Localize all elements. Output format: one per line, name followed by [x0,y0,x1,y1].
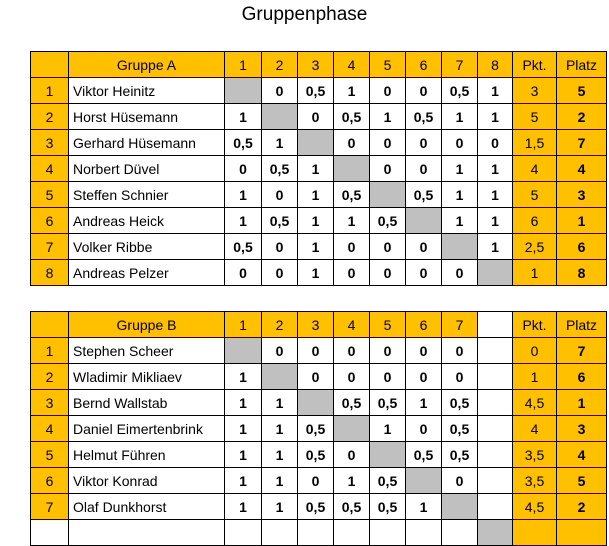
score-cell: 0,5 [298,442,334,468]
score-cell: 0 [370,156,406,182]
row-number: 5 [31,442,69,468]
table-row [31,364,607,390]
column-header: 3 [298,312,334,338]
score-cell: 1 [298,182,334,208]
points-header: Pkt. [513,52,557,78]
table-row [31,104,607,130]
rank-cell: 5 [557,468,607,494]
score-cell: 0 [298,338,334,364]
column-header: 2 [262,52,298,78]
diagonal-cell [225,338,262,364]
player-name: Stephen Scheer [69,338,225,364]
empty-cell [262,520,298,546]
score-cell: 1 [478,78,513,104]
table-row [31,208,607,234]
score-cell: 0 [262,182,298,208]
column-header: 2 [262,312,298,338]
score-cell: 0 [370,260,406,286]
score-cell: 0 [334,130,370,156]
score-cell: 1 [225,390,262,416]
diagonal-cell [298,130,334,156]
points-header: Pkt. [513,312,557,338]
player-name: Andreas Pelzer [69,260,225,286]
row-number: 6 [31,468,69,494]
score-cell: 1 [262,468,298,494]
score-cell: 1 [225,416,262,442]
rank-cell: 4 [557,442,607,468]
column-header: 7 [442,52,478,78]
diagonal-cell [442,494,478,520]
rank-cell [557,520,607,546]
player-name: Andreas Heick [69,208,225,234]
score-cell: 0 [406,260,442,286]
points-cell: 4 [513,156,557,182]
points-cell: 4,5 [513,390,557,416]
player-name: Olaf Dunkhorst [69,494,225,520]
score-cell: 1 [334,208,370,234]
empty-cell [298,520,334,546]
score-cell: 0 [370,78,406,104]
points-cell [513,520,557,546]
score-cell: 1 [478,156,513,182]
rank-cell: 7 [557,338,607,364]
score-cell: 0 [334,338,370,364]
empty-cell [406,520,442,546]
table-row [31,390,607,416]
score-cell: 1 [334,468,370,494]
score-cell: 0,5 [334,390,370,416]
player-name: Norbert Düvel [69,156,225,182]
score-cell: 0 [334,260,370,286]
diagonal-cell [298,390,334,416]
score-cell: 0,5 [334,494,370,520]
score-cell: 1 [478,182,513,208]
score-cell: 1 [370,416,406,442]
row-number: 2 [31,364,69,390]
points-cell: 5 [513,104,557,130]
empty-cell [478,468,513,494]
score-cell: 0 [370,234,406,260]
points-cell: 3,5 [513,442,557,468]
points-cell: 1 [513,260,557,286]
group-b-table [30,311,607,546]
rank-cell: 7 [557,130,607,156]
diagonal-cell [478,260,513,286]
empty-cell [442,520,478,546]
score-cell: 0 [442,130,478,156]
score-cell: 1 [406,390,442,416]
empty-cell [478,338,513,364]
diagonal-cell [370,182,406,208]
points-cell: 1 [513,364,557,390]
score-cell: 0,5 [370,208,406,234]
diagonal-cell [334,156,370,182]
empty-header-cell [478,312,513,338]
player-name: Steffen Schnier [69,182,225,208]
score-cell: 0,5 [334,104,370,130]
table-row [31,78,607,104]
score-cell: 0,5 [370,494,406,520]
row-number: 1 [31,78,69,104]
diagonal-cell [406,208,442,234]
score-cell: 0 [225,260,262,286]
score-cell: 1 [262,130,298,156]
page-title: Gruppenphase [241,4,368,25]
rank-cell: 4 [557,156,607,182]
player-name: Daniel Eimertenbrink [69,416,225,442]
score-cell: 0,5 [406,182,442,208]
score-cell: 0 [262,78,298,104]
diagonal-cell [478,520,513,546]
rank-cell: 6 [557,364,607,390]
rank-cell: 5 [557,78,607,104]
score-cell: 0 [442,468,478,494]
score-cell: 1 [298,234,334,260]
row-number: 7 [31,234,69,260]
score-cell: 1 [225,182,262,208]
column-header: 8 [478,52,513,78]
empty-cell [478,390,513,416]
empty-cell [31,520,69,546]
score-cell: 0 [370,130,406,156]
empty-cell [370,520,406,546]
points-cell: 0 [513,338,557,364]
player-name: Volker Ribbe [69,234,225,260]
score-cell: 0 [262,260,298,286]
points-cell: 3 [513,78,557,104]
points-cell: 3,5 [513,468,557,494]
diagonal-cell [442,234,478,260]
score-cell: 1 [478,208,513,234]
diagonal-cell [262,364,298,390]
score-cell: 1 [442,104,478,130]
score-cell: 0,5 [370,468,406,494]
row-number: 3 [31,130,69,156]
score-cell: 1 [298,208,334,234]
table-row [31,234,607,260]
empty-cell [334,520,370,546]
player-name: Helmut Führen [69,442,225,468]
score-cell: 0 [406,78,442,104]
rank-cell: 3 [557,182,607,208]
table-row [31,338,607,364]
empty-cell [478,494,513,520]
score-cell: 1 [298,260,334,286]
empty-cell [478,364,513,390]
score-cell: 0 [406,364,442,390]
table-row [31,520,607,546]
score-cell: 1 [442,156,478,182]
column-header: 3 [298,52,334,78]
empty-cell [478,442,513,468]
score-cell: 0 [334,234,370,260]
points-cell: 2,5 [513,234,557,260]
diagonal-cell [370,442,406,468]
score-cell: 1 [406,494,442,520]
points-cell: 1,5 [513,130,557,156]
score-cell: 1 [225,468,262,494]
row-number: 3 [31,390,69,416]
empty-cell [225,520,262,546]
row-number: 2 [31,104,69,130]
player-name: Bernd Wallstab [69,390,225,416]
row-number: 4 [31,416,69,442]
score-cell: 0,5 [406,442,442,468]
player-name: Wladimir Mikliaev [69,364,225,390]
score-cell: 1 [225,442,262,468]
column-header: 1 [225,52,262,78]
group-a-table [30,51,607,286]
player-name: Gerhard Hüsemann [69,130,225,156]
rank-cell: 1 [557,208,607,234]
score-cell: 0 [298,468,334,494]
score-cell: 0 [298,104,334,130]
score-cell: 0 [334,442,370,468]
points-cell: 4 [513,416,557,442]
score-cell: 1 [370,104,406,130]
column-header: 6 [406,52,442,78]
header-row [31,52,607,78]
score-cell: 0 [406,156,442,182]
column-header: 1 [225,312,262,338]
score-cell: 0,5 [298,416,334,442]
score-cell: 1 [478,104,513,130]
empty-cell [69,520,225,546]
score-cell: 0 [442,338,478,364]
score-cell: 0 [406,416,442,442]
table-row [31,416,607,442]
score-cell: 0 [370,364,406,390]
score-cell: 0,5 [442,390,478,416]
score-cell: 1 [225,208,262,234]
rank-cell: 2 [557,104,607,130]
corner-cell [31,52,69,78]
corner-cell [31,312,69,338]
column-header: 7 [442,312,478,338]
row-number: 6 [31,208,69,234]
score-cell: 0,5 [442,78,478,104]
diagonal-cell [334,416,370,442]
column-header: 6 [406,312,442,338]
score-cell: 0 [478,130,513,156]
score-cell: 1 [225,494,262,520]
points-cell: 6 [513,208,557,234]
score-cell: 1 [442,182,478,208]
score-cell: 0,5 [225,130,262,156]
score-cell: 0 [442,260,478,286]
score-cell: 0,5 [442,442,478,468]
row-number: 5 [31,182,69,208]
score-cell: 0,5 [225,234,262,260]
score-cell: 0 [406,234,442,260]
row-number: 4 [31,156,69,182]
table-row [31,156,607,182]
score-cell: 0,5 [442,416,478,442]
row-number: 8 [31,260,69,286]
table-row [31,130,607,156]
rank-cell: 8 [557,260,607,286]
score-cell: 1 [262,390,298,416]
rank-cell: 1 [557,390,607,416]
rank-cell: 3 [557,416,607,442]
score-cell: 1 [442,208,478,234]
rank-cell: 2 [557,494,607,520]
score-cell: 0,5 [262,156,298,182]
table-row [31,182,607,208]
column-header: 5 [370,52,406,78]
score-cell: 0 [262,234,298,260]
score-cell: 1 [262,416,298,442]
diagonal-cell [225,78,262,104]
group-title: Gruppe A [69,52,225,78]
rank-cell: 6 [557,234,607,260]
header-row [31,312,607,338]
table-row [31,260,607,286]
player-name: Horst Hüsemann [69,104,225,130]
points-cell: 5 [513,182,557,208]
player-name: Viktor Heinitz [69,78,225,104]
score-cell: 1 [478,234,513,260]
score-cell: 0 [225,156,262,182]
score-cell: 0,5 [298,78,334,104]
score-cell: 1 [298,156,334,182]
score-cell: 0 [406,338,442,364]
column-header: 5 [370,312,406,338]
rank-header: Platz [557,52,607,78]
score-cell: 1 [334,78,370,104]
row-number: 1 [31,338,69,364]
table-row [31,494,607,520]
score-cell: 1 [262,442,298,468]
score-cell: 0 [298,364,334,390]
score-cell: 0 [262,338,298,364]
score-cell: 0 [406,130,442,156]
score-cell: 0,5 [406,104,442,130]
diagonal-cell [406,468,442,494]
rank-header: Platz [557,312,607,338]
group-title: Gruppe B [69,312,225,338]
score-cell: 0,5 [370,390,406,416]
diagonal-cell [262,104,298,130]
score-cell: 0 [334,364,370,390]
score-cell: 0 [442,364,478,390]
table-row [31,468,607,494]
column-header: 4 [334,312,370,338]
column-header: 4 [334,52,370,78]
score-cell: 0,5 [298,494,334,520]
score-cell: 1 [225,104,262,130]
empty-cell [478,416,513,442]
score-cell: 0 [370,338,406,364]
player-name: Viktor Konrad [69,468,225,494]
score-cell: 1 [262,494,298,520]
score-cell: 1 [225,364,262,390]
points-cell: 4,5 [513,494,557,520]
score-cell: 0,5 [262,208,298,234]
score-cell: 0,5 [334,182,370,208]
table-row [31,442,607,468]
row-number: 7 [31,494,69,520]
